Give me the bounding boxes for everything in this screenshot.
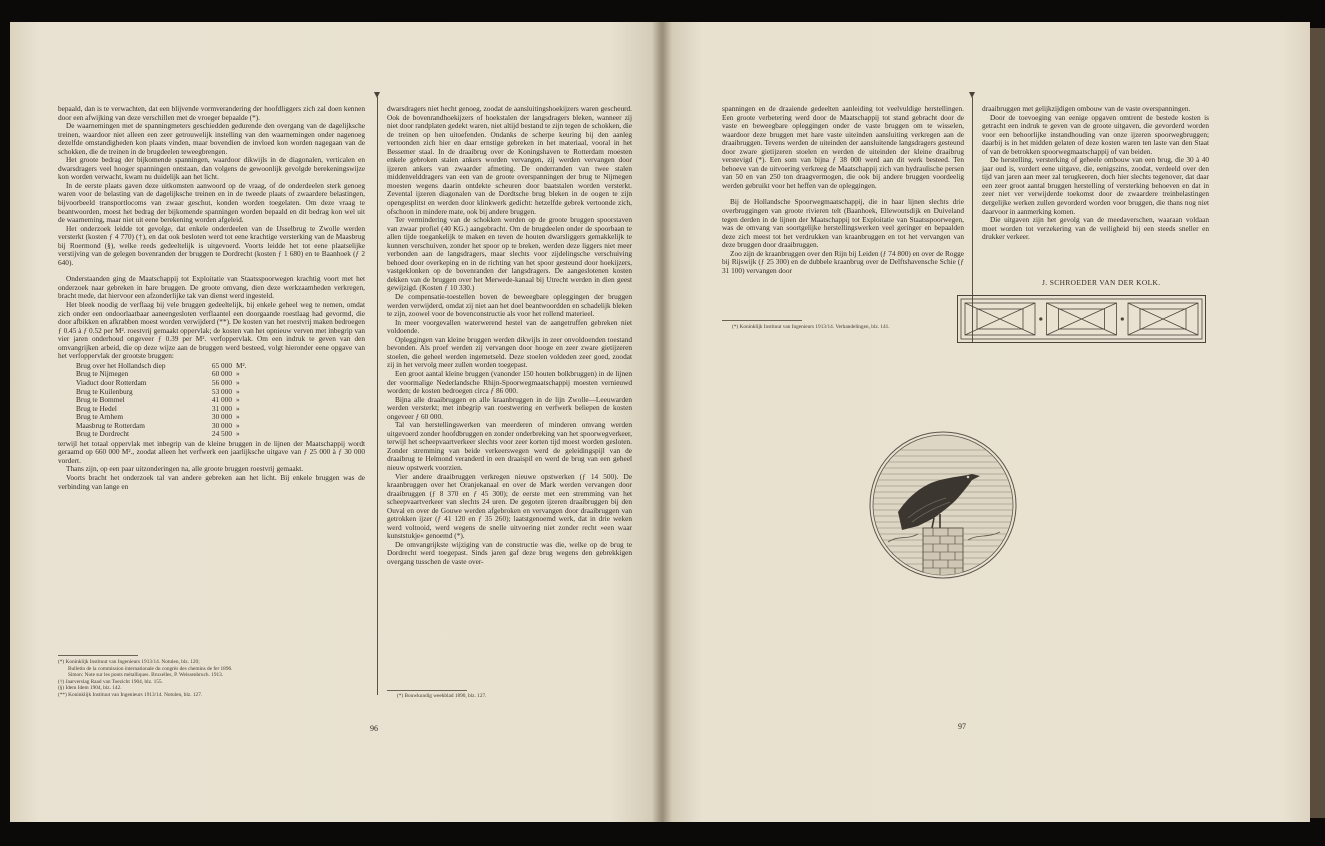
table-row: Brug over het Hollandsch diep 65 000 M².: [76, 360, 247, 370]
paragraph: terwijl het totaal oppervlak met inbegrip van de kleine bruggen in de lijnen der Maatschappij wordt geraamd op 660 000 M²., zoodat alleen het verfwerk een jaarlijksche uitgave van ƒ 25 000 à ƒ 30 000 vordert.: [58, 438, 365, 465]
right-page-column-2: [982, 105, 1209, 242]
table-row: Brug te Hedel 31 000 »: [76, 403, 240, 413]
column-rule: [377, 97, 378, 695]
paragraph: Voorts bracht het onderzoek tal van andere gebreken aan het licht. Bij enkele bruggen was de verbinding van lange en: [58, 472, 365, 491]
paragraph: Thans zijn, op een paar uitzonderingen na, alle groote bruggen roestvrij gemaakt.: [66, 464, 304, 474]
page-number-left: 96: [370, 724, 378, 733]
paragraph: Bijna alle draaibruggen en alle kraanbruggen in de lijn Zwolle—Leeuwarden werden versterkt; met inbegrip van roestwering en verfwerk beliepen de kosten ongeveer ƒ 60 000.: [387, 394, 632, 421]
footnote-rule: [722, 320, 802, 321]
book-edge: [1310, 28, 1325, 818]
table-row: Maasbrug te Rotterdam 30 000 »: [76, 420, 240, 430]
left-page-footnotes: (*) Koninklijk Instituut van Ingenieurs 1913/14. Notulen, blz. 120; Bulletin de la commission internationale du congrès des chemins de fer 1896. Simon: Note sur les ponts métalliques. Bruxelles, P. Weissenbruch. 1913. (†) Jaarverslag Raad van Toezicht 1904, blz. 155. (§) Idem Idem 1904, blz. 142. (**) Koninklijk Instituut van Ingenieurs 1913/14. Notulen, blz. 127.: [58, 659, 233, 698]
paragraph: Zoo zijn de kraanbruggen over den Rijn bij Leiden (ƒ 74 800) en over de Rogge bij Rijswijk (ƒ 25 300) en de dubbele kraanbrug over de Delftshavensche Schie (ƒ 31 100) vervangen door: [722, 248, 964, 275]
paragraph: Het bleek noodig de verflaag bij vele bruggen gedeeltelijk, bij enkele geheel weg te nemen, omdat zich onder een ondoorlaatbaar aaneengesloten verflaantel een doorgaande roestlaag had gevormd, die door afbikken en afkrabben moest worden verwijderd (**). De kosten van het roestvrij maken bedroegen ƒ 0.45 à ƒ 0.52 per M². roestvrij gemaakt oppervlak; de kosten van het opnieuw verven met inbegrip van vier jaren onderhoud ongeveer ƒ 0.39 per M². verfoppervlak. Om een indruk te geven van den omvangrijken arbeid, die op deze wijze aan de bruggen werd besteed, volgt hieronder eene opgave van het verfoppervlak der grootste bruggen:: [58, 300, 365, 361]
table-row: Brug te Dordrecht 24 500 »: [76, 429, 240, 439]
paragraph: draaibruggen met gelijkzijdigen ombouw van de vaste overspanningen.: [982, 104, 1191, 113]
paragraph: Tal van herstellingswerken van meerderen of minderen omvang werden uitgevoerd zonder hoofdbruggen en zonder onderbreking van het spoorwegverkeer, terwijl het scheepvaartverkeer slechts voor zeer korten tijd moest worden gesloten. Zonder stremming van beide verkeerswegen werd de geleidingspijl van de draaibrug te Helmond veranderd in een draaispil en werd de brug van een geheel nieuw opstwerk voorzien.: [387, 420, 632, 472]
table-row: Brug te Bommel 41 000 »: [76, 395, 240, 405]
left-page-column-1: [58, 105, 365, 491]
paragraph: De herstelling, versterking of geheele ombouw van een brug, die 30 à 40 jaar oud is, vordert eene uitgave, die, eenigszins, zoodat, verdeeld over den tijd van jaren aan meer zal terugkeeren, doch hier slechts tegenover, dat daar een zeer groot aantal bruggen herstelling of versterking behoeven en dat in zeer niet ver verwijderde toekomst door de zwaardere treinbelastingen dergelijke werken zullen gevorderd worden voor bruggen, die thans nog niet daarvoor in aanmerking komen.: [982, 155, 1209, 216]
page-number-right: 97: [958, 722, 966, 731]
paragraph: Door de toevoeging van eenige opgaven omtrent de bestede kosten is getracht een indruk te geven van de groote uitgaven, die gevorderd worden voor een behoorlijke instandhouding van onze ijzeren spoorwegbruggen; daarbij is in het midden gelaten of deze kosten waren ten laste van den Staat of van de betrokken spoorwegmaatschappij of van beiden.: [982, 112, 1209, 156]
table-row: Brug te Nijmegen 60 000 »: [76, 369, 240, 379]
paragraph: Opleggingen van kleine bruggen werden dikwijls in zeer onvoldoenden toestand bevonden. Als proef werden zij vervangen door hooge en zeer zware gietijzeren stoelen, die geheel werden ingemetseld. Deze stoelen voldeden zeer goed, zoodat zij in het vervolg meer zullen worden toegepast.: [387, 334, 632, 370]
paragraph: Vier andere draaibruggen verkregen nieuwe opstwerken (ƒ 14 500). De kraanbruggen over het Oranjekanaal en over de Mark werden vervangen door draaibruggen (ƒ 8 370 en ƒ 45 300); de eerste met een stremming van het scheepvaartverkeer van slechts 24 uren. De gegoten ijzeren draaibruggen bij den Ouval en over de Gouwe werden afgebroken en vervangen door draaibruggen van getrokken ijzer (ƒ 41 120 en ƒ 35 260); laatstgenoemd werk, dat in drie weken werd voltooid, werd wegens de snelle uitvoering niet zonder recht »een waar kunststukje« genoemd (*).: [387, 471, 632, 541]
table-row: Brug te Kuilenburg 53 000 »: [76, 386, 240, 396]
left-page-footnote-2: (*) Bouwkundig weekblad 1890, blz. 127.: [397, 693, 487, 699]
paragraph: dwarsdragers niet hecht genoeg, zoodat de aansluitingshoekijzers waren gescheurd. Ook de bovenrandhoekijzers of hoekstalen der langsdragers bleken, wanneer zij niet door randplaten gedekt waren, niet altijd bestand te zijn tegen de schokken, die de treinen op hen uitoefenden. Ondanks de scherpe keuring bij den aanleg vertoonden zich hier en daar ernstige gebreken in het materiaal, vooral in het Bessemer staal. In de draaibrug over de Koningshaven te Rotterdam moesten enkele gebroken stalen ankers worden vervangen, zij werden vervangen door ijzeren ankers van zwaarder afmeting. De onderranden van twee stalen middenvelddragers van een van de groote overspanningen der brug te Nijmegen moesten wegens daarin ontdekte scheuren door baatstalen worden versterkt. Zevental ijzeren diagonalen van de Dordtsche brug bleken in de oogen te zijn opengesplitst en werden door klinkwerk gedicht: hetzelfde gebrek vertoonde zich, ofschoon in mindere mate, ook bij andere bruggen.: [387, 104, 632, 216]
paragraph: In meer voorgevallen waterwerend hestel van de aangetruffen gebreken niet voldoende.: [387, 317, 632, 336]
table-row: Brug te Arnhem 30 000 »: [76, 412, 240, 422]
paragraph: Het onderzoek leidde tot gevolge, dat enkele onderdeelen van de IJsselbrug te Zwolle werden versterkt (kosten ƒ 4 770) (†), en dat ook besloten werd tot eene krachtige versterking van de Maasbrug bij Roermond (§), welke reeds gedeeltelijk is uitgevoerd. Voorts leidde het tot eene plaatselijke verstijving van de gelegen bovenranden der bruggen te Dordrecht (kosten ƒ 1 680) en te Baanhoek (ƒ 2 640).: [58, 223, 365, 267]
paragraph: De compensatie-toestellen boven de beweegbare opleggingen der bruggen werden verwijderd, omdat zij niet aan het doel beantwoordden en schadelijk bleken te zijn, zoowel voor de bovenconstructie als voor het rollend materieel.: [387, 292, 632, 319]
paint-surface-table: [76, 362, 365, 439]
crow-on-brick-pillar-icon: [868, 430, 1018, 580]
left-page-column-2: [387, 105, 632, 567]
paragraph: Het groote bedrag der bijkomende spanningen, waardoor dikwijls in de diagonalen, verticalen en dwarsdragers veel hooger spanningen ontstaan, dan volgens de gewoonlijk gevolgde berekeningswijze kon worden verwacht, kwam nu duidelijk aan het licht.: [58, 155, 365, 182]
right-page-column-1: [722, 105, 964, 275]
paragraph: Die uitgaven zijn het gevolg van de meedaverschen, waaraan voldaan moet worden tot verzekering van de veiligheid bij een steeds sneller en drukker verkeer.: [982, 215, 1209, 242]
author-signature: J. SCHROEDER VAN DER KOLK.: [1042, 278, 1161, 287]
paragraph: De waarnemingen met de spanningmeters geschiedden gedurende den overgang van de dagelijksche treinen, waardoor niet alleen een zeer getrouwelijk instelling van den waarnemingen onder nagenoeg dezelfde omstandigheden kon plaats vinden, maar bovendien de invloed kon worden nagegaan van de schokken, die de treinen in de brugdeelen teweegbrengen.: [58, 121, 365, 156]
paragraph: Een groot aantal kleine bruggen (vanonder 150 houten bolkbruggen) in de lijnen der voormalige Nederlandsche Rhijn-Spoorwegmaatschappij moesten vernieuwd worden; de kosten bedroegen circa ƒ 86 000.: [387, 368, 632, 396]
paragraph: Bij de Hollandsche Spoorwegmaatschappij, die in haar lijnen slechts drie overbruggingen van groote rivieren telt (Baanhoek, Ellewoutsdijk en Duiveland tegen derden in de lijnen der Maatschappij tot Exploitatie van Staatsspoorwegen, was de omvang van soortgelijke herstellingswerken veel geringer en bepaalden deze zich meest tot het verdrukken van kraanbruggen en tot het vervangen van deze bruggen door draaibruggen.: [722, 197, 964, 250]
paragraph: spanningen en de draaiende gedeelten aanleiding tot veelvuldige herstellingen. Een groote verbetering werd door de Maatschappij tot stand gebracht door de vaste en beweegbare opleggingen onder de vaste bruggen om te wisselen, waardoor deze bruggen met hare vaste uiteinden aansluiting verkregen aan de draaibruggen. Tevens werden de uiteinden der aansluitende langsdragers gesteund door zware gietijzeren stoelen en werden de uiteinden der kleine draaibrug verstevigd (*). Een som van bijna ƒ 38 000 werd aan dit werk besteed. Ten behoeve van de uitvoering verkreeg de Maatschappij zich van hydraulische persen van 50 en van 250 ton draagvermogen, die ook bij andere bruggen voordeelig werden gebruikt voor het heffen van de opleggingen.: [722, 104, 964, 190]
book-gutter: [652, 22, 672, 822]
footnote-rule: [387, 690, 467, 691]
table-row: Viaduct door Rotterdam 56 000 »: [76, 377, 240, 387]
decorative-panel-icon: [957, 295, 1206, 343]
paragraph: De omvangrijkste wijziging van de constructie was die, welke op de brug te Dordrecht werd toegepast. Sinds jaren gaf deze brug wegens den gebrekkigen overgang tusschen de vaste over-: [387, 539, 632, 566]
paragraph: Ter vermindering van de schokken werden op de groote bruggen spoorstaven van zwaar profiel (40 KG.) aangebracht. Om de brugdeelen onder de spoorbaan te allen tijde toegankelijk te maken en teven de houten dwarsliggers gemakkelijk te kunnen verschuiven, zonder het spoor op te breken, werden deze liggers niet meer verbonden aan de langsdragers, maar slechts voor zijdelingsche verschuiving behoed door overkeping en in de richting van het spoor gesteund door hoekijzers, vastgeklonken op de bovenranden der langsdragers. De aangeslotenen kosten dekken van de bruggen over het Merwede-kanaal bij Utrecht werden in dien geest gewijzigd. (Kosten ƒ 10 330.): [387, 215, 632, 293]
paragraph: Onderstaanden ging de Maatschappij tot Exploitatie van Staatsspoorwegen krachtig voort met het onderzoek naar gebreken in hare bruggen. De groote omvang, dien deze werkzaamheden verkregen, bracht mede, dat hiervoor een afzonderlijke tak van dienst werd ingesteld.: [58, 274, 365, 301]
paragraph: bepaald, dan is te verwachten, dat een blijvende vormverandering der hoofdliggers zich zal doen kennen door een afwijking van deze verschillen met de vroeger bepaalde (*).: [58, 104, 365, 122]
footnote-rule: [58, 655, 138, 656]
right-page-footnote: (*) Koninklijk Instituut van Ingenieurs 1913/14. Verhandelingen, blz. 141.: [732, 324, 890, 330]
paragraph: In de eerste plaats gaven deze uitkomsten aanwoord op de vraag, of de onderdeelen sterk genoeg waren voor de belasting van de dagelijksche treinen en in de tweede plaats of zwaardere belastingen, bijvoorbeeld transportlocoms van zwaar geschut, konden worden toegelaten. Om deze vraag te beantwoorden, moest het bedrag der bijkomende spanningen worden bepaald en dit bedrag kon wel uit de waarneming, maar niet uit eene berekening worden afgeleid.: [58, 180, 365, 225]
